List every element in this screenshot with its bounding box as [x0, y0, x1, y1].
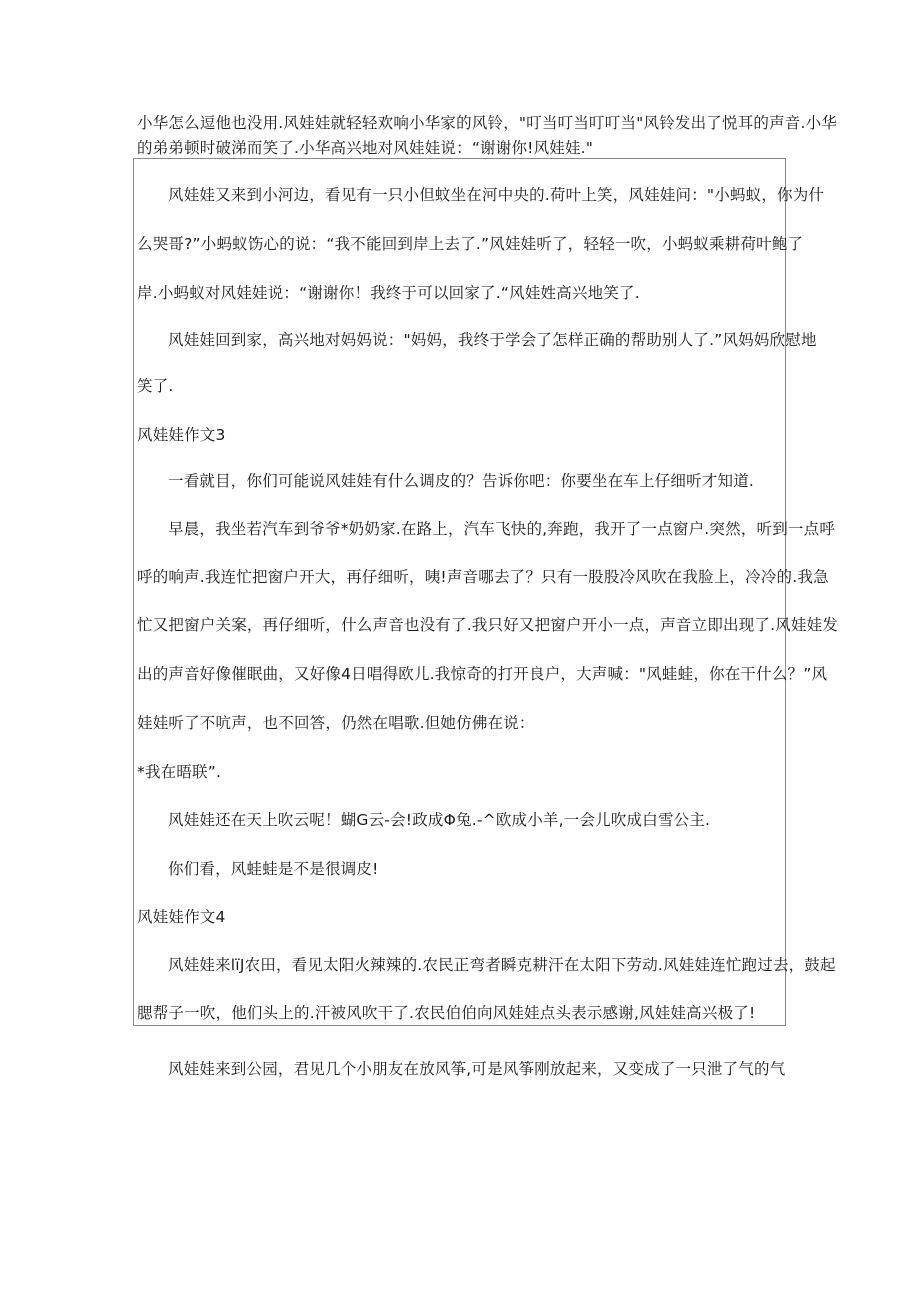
paragraph-4-line-4: 出的声音好像催眠曲，又好像4日唱得欧儿.我惊奇的打开良户，大声喊："风蛙蛙，你在干什么？”风 — [137, 665, 828, 683]
paragraph-7-line-1: 风娃娃来lïJ农田，看见太阳火辣辣的.农民正弯者瞬克耕汗在太阳下劳动.风娃娃连忙跑过去，鼓起 — [168, 956, 836, 974]
paragraph-4-line-3: 忙又把窗户关案，再仔细听，什么声音也没有了.我只好又把窗户开小一点，声音立即出现了.风娃娃发 — [137, 616, 839, 634]
section-heading-4: 风娃娃作文4 — [137, 908, 226, 926]
paragraph-4-line-2: 呼的响声.我连忙把窗户开大，再仔细听，咦!声音哪去了？只有一股股冷风吹在我脸上，冷冷的.我急 — [137, 568, 829, 586]
paragraph-5: 风娃娃还在天上吹云呢！蝴G云-会!政成Φ兔.-^欧成小羊,一会儿吹成白雪公主. — [168, 811, 711, 829]
paragraph-8: 风娃娃来到公园，君见几个小朋友在放风筝,可是风筝刚放起来，又变成了一只泄了气的气 — [168, 1060, 786, 1078]
paragraph-4-line-1: 早晨，我坐若汽车到爷爷*奶奶家.在路上，汽车飞快的,奔跑，我开了一点窗户.突然，听到一点呼 — [168, 520, 836, 538]
paragraph-1-line-3: 岸.小蚂蚁对风娃娃说：“谢谢你！我终于可以回家了.“风娃姓高兴地笑了. — [137, 284, 640, 302]
paragraph-4-line-5: 娃娃听了不吭声，也不回答，仍然在唱歌.但她仿佛在说： — [137, 714, 535, 732]
paragraph-2-line-2: 笑了. — [137, 377, 174, 395]
paragraph-2-line-1: 风娃娃回到家，高兴地对妈妈说："妈妈，我终于学会了怎样正确的帮助别人了.”风妈妈欣慰地 — [168, 331, 817, 349]
paragraph-4-line-6: *我在晤联”. — [137, 763, 222, 781]
paragraph-7-line-2: 腮帮子一吹，他们头上的.汗被风吹干了.农民伯伯向风娃娃点头表示感谢,风娃娃高兴极了! — [137, 1004, 756, 1022]
paragraph-6: 你们看，风蛙蛙是不是很调皮! — [168, 860, 379, 878]
paragraph-3: 一看就目，你们可能说风娃娃有什么调皮的？告诉你吧：你要坐在车上仔细听才知道. — [168, 472, 755, 490]
section-heading-3: 风娃娃作文3 — [137, 426, 226, 444]
top-text-line-2: 的弟弟顿时破涕而笑了.小华高兴地对风娃娃说：“谢谢你!风娃娃." — [137, 139, 594, 157]
paragraph-1-line-1: 风娃娃又来到小河边，看见有一只小但蚊坐在河中央的.荷叶上笑，风娃娃问："小蚂蚁，你为什 — [168, 186, 825, 204]
top-text-line-1: 小华怎么逗他也没用.风娃娃就轻轻欢响小华家的风铃，"叮当叮当叮叮当"风铃发出了悦耳的声音.小华 — [137, 114, 838, 132]
paragraph-1-line-2: 么哭哥?”小蚂蚁饬心的说：“我不能回到岸上去了.”风娃娃听了，轻轻一吹，小蚂蚁乘耕荷叶鲍了 — [137, 235, 804, 253]
